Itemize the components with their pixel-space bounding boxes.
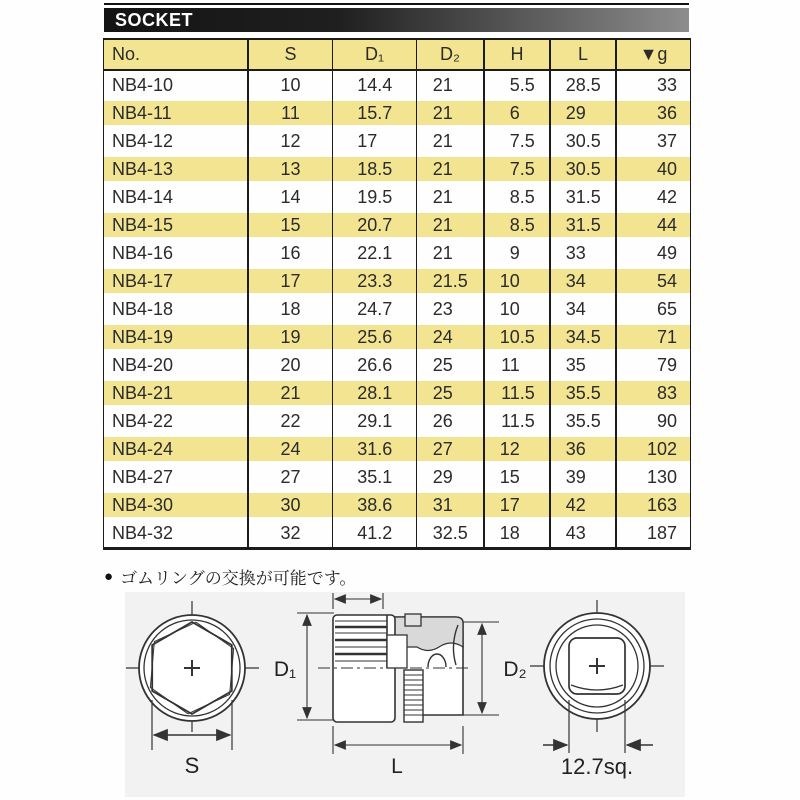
cell-no: NB4-10 (104, 71, 249, 99)
cell-g: 49 (656, 242, 677, 263)
table-row (104, 99, 690, 127)
table-row (104, 211, 690, 239)
cell-d2: 32 .5 (417, 519, 485, 547)
cell-d2: 21 (417, 99, 485, 127)
cell-h: 10 .5 (485, 323, 551, 351)
cell-d1: 29 .1 (333, 407, 417, 435)
table-row (104, 379, 690, 407)
cell-d2: 25 (417, 351, 485, 379)
table-row (104, 295, 690, 323)
d1-dimension-label: D₁ (273, 658, 297, 681)
cell-d1: 14 .4 (333, 71, 417, 99)
cell-l: 30 .5 (551, 127, 617, 155)
cell-g: 36 (617, 99, 690, 127)
cell-l: 34 .5 (551, 323, 617, 351)
table-row (104, 407, 690, 435)
cell-d1: 28 .1 (333, 379, 417, 407)
cell-g: 90 (656, 410, 677, 431)
cell-h: 11 .5 (485, 407, 551, 435)
note-text: ゴムリングの交換が可能です。 (120, 569, 357, 588)
cell-g: 40 (617, 155, 690, 183)
cell-d2: 21 (417, 239, 485, 267)
table-row (104, 519, 690, 547)
table-row (104, 155, 690, 183)
cell-h: 8 .5 (485, 183, 551, 211)
table-row (104, 71, 690, 99)
cell-no: NB4-16 (104, 239, 249, 267)
cell-s: 12 (249, 127, 333, 155)
cell-d1: 35 .1 (333, 463, 417, 491)
cell-no: NB4-17 (104, 267, 249, 295)
drive-boss (387, 635, 407, 668)
hex-front-view (126, 601, 259, 750)
cell-g: 130 (646, 466, 677, 487)
cell-s: 13 (249, 155, 333, 183)
cell-s: 11 (249, 99, 333, 127)
note (104, 564, 356, 589)
cell-h: 10 (485, 295, 551, 323)
cell-l: 29 (551, 99, 617, 127)
cell-no: NB4-27 (104, 463, 249, 491)
cell-s: 32 (249, 519, 333, 547)
column-header-d2: D₂ (417, 40, 485, 69)
cell-d2: 21 .5 (417, 267, 485, 295)
cell-l: 35 .5 (551, 407, 617, 435)
cell-s: 10 (249, 71, 333, 99)
cell-h: 7 .5 (485, 127, 551, 155)
cell-no: NB4-32 (104, 519, 249, 547)
cell-d1: 41 .2 (333, 519, 417, 547)
cell-l: 35 .5 (551, 379, 617, 407)
cell-h: 15 (485, 463, 551, 491)
cell-s: 30 (249, 491, 333, 519)
cell-d2: 21 (417, 183, 485, 211)
cell-s: 18 (249, 295, 333, 323)
column-header-s: S (249, 40, 333, 69)
knurled-ring (404, 670, 423, 722)
cell-no: NB4-19 (104, 323, 249, 351)
cell-s: 15 (249, 211, 333, 239)
cell-d1: 17 (333, 127, 417, 155)
cell-h: 18 (485, 519, 551, 547)
cell-no: NB4-18 (104, 295, 249, 323)
cell-no: NB4-13 (104, 155, 249, 183)
release-button (405, 614, 421, 626)
cell-d2: 29 (417, 463, 485, 491)
cell-g: 37 (656, 130, 677, 151)
cell-l: 34 (551, 295, 617, 323)
cell-g: 102 (617, 435, 690, 463)
cell-d1: 19 .5 (333, 183, 417, 211)
cell-d2: 31 (417, 491, 485, 519)
table-row (104, 463, 690, 491)
cell-g: 33 (656, 74, 677, 95)
cell-d1: 26 .6 (333, 351, 417, 379)
socket-side-view (297, 593, 499, 754)
spec-table (103, 38, 691, 550)
cell-h: 10 (485, 267, 551, 295)
table-row (104, 127, 690, 155)
table-row (104, 267, 690, 295)
cell-s: 16 (249, 239, 333, 267)
l-dimension-label: L (391, 755, 403, 778)
cell-h: 8 .5 (485, 211, 551, 239)
cell-h: 17 (485, 491, 551, 519)
cell-l: 28 .5 (551, 71, 617, 99)
cell-g: 54 (617, 267, 690, 295)
d2-dimension-label: D₂ (503, 658, 527, 681)
cell-l: 31 .5 (551, 183, 617, 211)
bullet-icon: ● (104, 568, 114, 585)
cell-d2: 27 (417, 435, 485, 463)
cell-s: 20 (249, 351, 333, 379)
section-title: SOCKET (115, 9, 194, 30)
table-row (104, 351, 690, 379)
cell-g: 71 (617, 323, 690, 351)
section-title-bar (104, 8, 689, 32)
table-row (104, 491, 690, 519)
cell-no: NB4-15 (104, 211, 249, 239)
cell-s: 24 (249, 435, 333, 463)
s-dimension-label: S (184, 753, 200, 778)
cell-d1: 15 .7 (333, 99, 417, 127)
cell-d1: 25 .6 (333, 323, 417, 351)
square-drive-rear-view (530, 600, 664, 753)
column-header-no: No. (104, 40, 249, 69)
column-header-l: L (551, 40, 617, 69)
cell-no: NB4-11 (104, 99, 249, 127)
cell-h: 6 (485, 99, 551, 127)
cell-l: 34 (551, 267, 617, 295)
cell-l: 39 (551, 463, 617, 491)
cell-d2: 25 (417, 379, 485, 407)
cell-g: 163 (617, 491, 690, 519)
cell-d2: 21 (417, 211, 485, 239)
cell-d2: 21 (417, 127, 485, 155)
cell-l: 30 .5 (551, 155, 617, 183)
cell-no: NB4-21 (104, 379, 249, 407)
top-rule (104, 3, 689, 5)
cell-s: 14 (249, 183, 333, 211)
cell-l: 31 .5 (551, 211, 617, 239)
cell-g: 65 (656, 298, 677, 319)
cell-g: 83 (617, 379, 690, 407)
sq-dimension-label: 12.7sq. (560, 754, 634, 779)
cell-d2: 21 (417, 71, 485, 99)
cell-l: 43 (551, 519, 617, 547)
table-row (104, 435, 690, 463)
cell-l: 42 (551, 491, 617, 519)
cell-no: NB4-24 (104, 435, 249, 463)
diagram-panel (125, 592, 685, 797)
cell-h: 7 .5 (485, 155, 551, 183)
column-header-d1: D₁ (333, 40, 417, 69)
column-header-h: H (485, 40, 551, 69)
spline-lines (335, 621, 387, 661)
table-row (104, 239, 690, 267)
header-row (104, 40, 690, 71)
cell-s: 21 (249, 379, 333, 407)
cell-d1: 31 .6 (333, 435, 417, 463)
cell-d1: 22 .1 (333, 239, 417, 267)
cell-d2: 21 (417, 155, 485, 183)
cell-h: 11 .5 (485, 379, 551, 407)
cell-h: 9 (485, 239, 551, 267)
cell-d1: 18 .5 (333, 155, 417, 183)
cell-no: NB4-12 (104, 127, 249, 155)
cell-s: 17 (249, 267, 333, 295)
cell-no: NB4-20 (104, 351, 249, 379)
cell-no: NB4-22 (104, 407, 249, 435)
cell-d1: 20 .7 (333, 211, 417, 239)
cell-no: NB4-14 (104, 183, 249, 211)
cell-g: 79 (656, 354, 677, 375)
cell-g: 44 (617, 211, 690, 239)
cell-d1: 38 .6 (333, 491, 417, 519)
cell-no: NB4-30 (104, 491, 249, 519)
cell-g: 187 (646, 522, 677, 543)
table-row (104, 183, 690, 211)
cell-l: 36 (551, 435, 617, 463)
cell-h: 5 .5 (485, 71, 551, 99)
cell-d2: 23 (417, 295, 485, 323)
table-row (104, 323, 690, 351)
cell-h: 12 (485, 435, 551, 463)
socket-dimension-diagram (125, 592, 685, 797)
cell-s: 22 (249, 407, 333, 435)
cell-d2: 24 (417, 323, 485, 351)
cell-d1: 24 .7 (333, 295, 417, 323)
cell-d1: 23 .3 (333, 267, 417, 295)
cell-s: 19 (249, 323, 333, 351)
cell-s: 27 (249, 463, 333, 491)
cell-l: 35 (551, 351, 617, 379)
cell-h: 11 (485, 351, 551, 379)
cell-g: 42 (656, 186, 677, 207)
column-header-g: ▼g (617, 40, 690, 69)
cell-d2: 26 (417, 407, 485, 435)
cell-l: 33 (551, 239, 617, 267)
